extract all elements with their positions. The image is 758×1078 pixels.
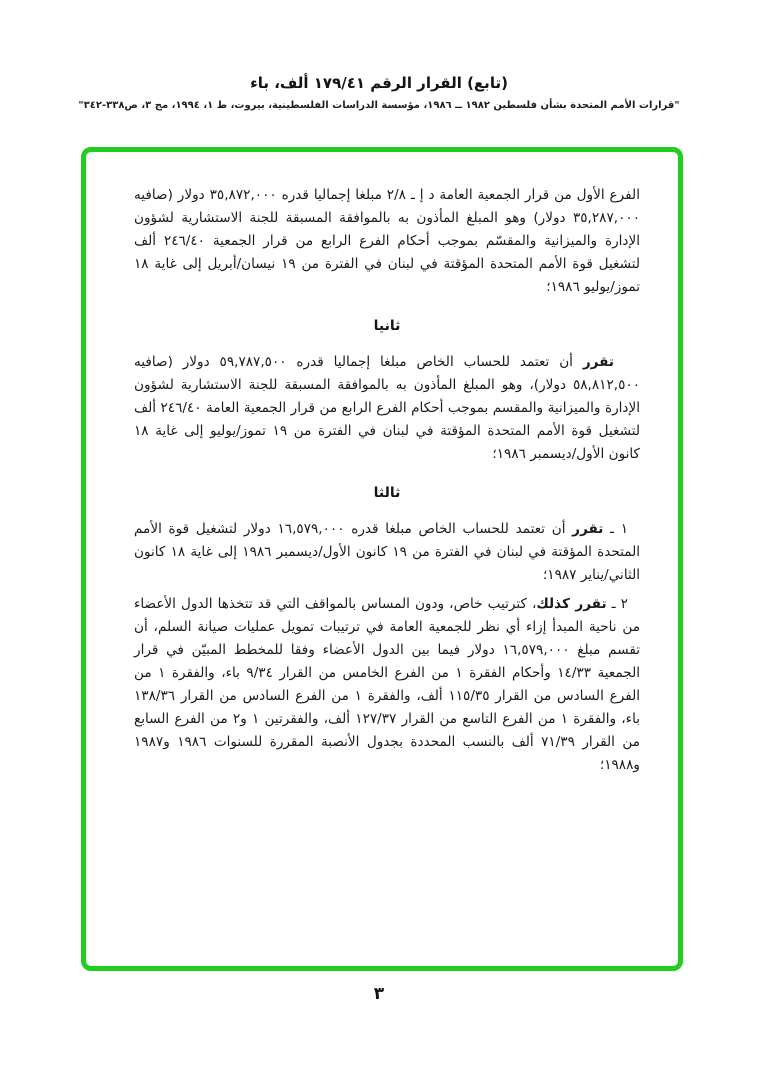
- paragraph-item-2: [134, 593, 640, 777]
- paragraph-continuation: الفرع الأول من قرار الجمعية العامة د إ ـ ٢/٨ مبلغا إجماليا قدره ٣٥,٨٧٢,٠٠٠ دولار (صافيه ٣٥,٢٨٧,٠٠٠ دولار) وهو المبلغ المأذون به بالموافقة المسبقة للجنة الاستشارية لشؤون الإدارة والميزانية والمقسّم بموجب أحكام الفرع الرابع من قرار الجمعية ٢٤٦/٤٠ ألف لتشغيل قوة الأمم المتحدة المؤقتة في لبنان في الفترة من ١٩ نيسان/أبريل إلى غاية ١٨ تموز/يوليو ١٩٨٦؛: [134, 187, 641, 295]
- paragraph-item-1: [134, 518, 640, 587]
- item-2-decides-verb: تقرر كذلك: [536, 596, 607, 612]
- item-1-number: ١ ـ: [603, 521, 628, 537]
- page-title: (تابع) القرار الرقم ١٧٩/٤١ ألف، باء: [250, 74, 508, 92]
- decides-verb: تقرر: [582, 354, 614, 370]
- section-heading-third: ثالثا: [373, 485, 401, 501]
- item-2-number: ٢ ـ: [606, 596, 628, 612]
- page-number: ٣: [373, 984, 385, 1004]
- highlight-frame: [81, 147, 683, 971]
- paragraph-second-text: أن تعتمد للحساب الخاص مبلغا إجماليا قدره ٥٩,٧٨٧,٥٠٠ دولار (صافيه ٥٨,٨١٢,٥٠٠ دولار)، وهو المبلغ المأذون به بالموافقة المسبقة للجنة الاستشارية لشؤون الإدارة والميزانية والمقسم بموجب أحكام الفرع الرابع من قرار الجمعية العامة ٢٤٦/٤٠ ألف لتشغيل قوة الأمم المتحدة المؤقتة في لبنان في الفترة من ١٩ تموز/يوليو إلى غاية ١٨ كانون الأول/ديسمبر ١٩٨٦؛: [134, 354, 641, 462]
- item-2-text: ، كترتيب خاص، ودون المساس بالمواقف التي قد تتخذها الدول الأعضاء من ناحية المبدأ إزاء أي نظر للجمعية العامة في ترتيبات تمويل عمليات صيانة السلم، أن تقسم مبلغ ١٦,٥٧٩,٠٠٠ دولار فيما بين الدول الأعضاء وفقا للمخطط المبيّن في قرار الجمعية ١٤/٣٣ وأحكام الفقرة ١ من الفرع الخامس من القرار ٩/٣٤ باء، والفقرة ١ من الفرع السادس من القرار ١١٥/٣٥ ألف، والفقرة ١ من الفرع السادس من القرار ١٣٨/٣٦ باء، والفقرة ١ من الفرع التاسع من القرار ١٢٧/٣٧ ألف، والفقرتين ١ و٢ من الفرع السابع من القرار ٧١/٣٩ ألف بالنسب المحددة بجدول الأنصبة المقررة للسنوات ١٩٨٦ و١٩٨٧ و١٩٨٨؛: [134, 596, 640, 773]
- item-1-text: أن تعتمد للحساب الخاص مبلغا قدره ١٦,٥٧٩,٠٠٠ دولار لتشغيل قوة الأمم المتحدة المؤقتة في لبنان في الفترة من ١٩ كانون الأول/ديسمبر ١٩٨٦ إلى غاية ١٨ كانون الثاني/يناير ١٩٨٧؛: [134, 521, 640, 583]
- paragraph-second: [134, 351, 640, 466]
- item-1-decides-verb: تقرر: [572, 521, 604, 537]
- section-heading-second: ثانيا: [373, 318, 401, 334]
- source-citation: "قرارات الأمم المتحدة بشأن فلسطين ١٩٨٢ ــ ١٩٨٦، مؤسسة الدراسات الفلسطينية، بيروت، ط ١، ١٩٩٤، مج ٣، ص٣٣٨-٣٤٢": [78, 100, 680, 111]
- resolution-body: [134, 184, 640, 783]
